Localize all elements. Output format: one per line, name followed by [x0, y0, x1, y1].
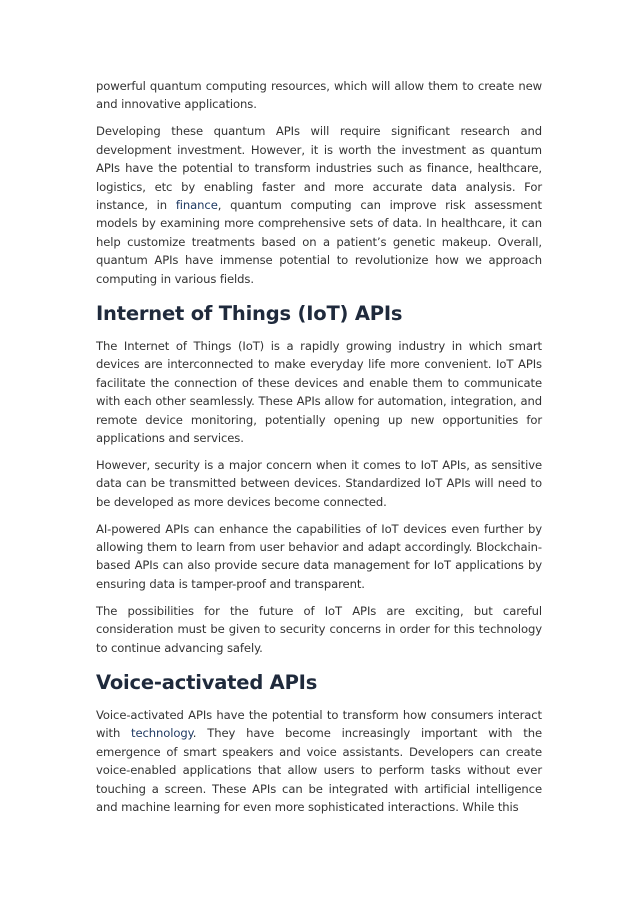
heading-voice-apis: Voice-activated APIs [96, 670, 318, 694]
paragraph-text: Developing these quantum APIs will require significant research and development investment. However, it is worth the investment as quantum APIs have the potential to transform industries such as finance, healthcare, logistics, etc by enabling faster and more accurate data analysis. For instance, in [96, 124, 542, 212]
paragraph-iot-ai-blockchain: AI-powered APIs can enhance the capabilities of IoT devices even further by allowing them to learn from user behavior and adapt accordingly. Blockchain-based APIs can also provide secure data management for IoT applications by ensuring data is tamper-proof and transparent. [96, 521, 542, 591]
technology-link[interactable]: technology [131, 726, 193, 741]
document-page [96, 77, 542, 825]
paragraph-text: Voice-activated APIs have the potential to transform how consumers interact with [96, 707, 542, 741]
paragraph-iot-security: However, security is a major concern when it comes to IoT APIs, as sensitive data can be transmitted between devices. Standardized IoT APIs will need to be developed as more devices become connected. [96, 457, 542, 509]
paragraph-text: , quantum computing can improve risk assessment models by examining more comprehensive sets of data. In healthcare, it can help customize treatments based on a patient’s genetic makeup. Overall, quantum APIs have immense potential to revolutionize how we approach computing in various fields. [96, 197, 542, 286]
paragraph-quantum-investment [96, 122, 542, 288]
heading-iot-apis: Internet of Things (IoT) APIs [96, 301, 403, 325]
paragraph-iot-intro: The Internet of Things (IoT) is a rapidly growing industry in which smart devices are interconnected to make everyday life more convenient. IoT APIs facilitate the connection of these devices and enable them to communicate with each other seamlessly. These APIs allow for automation, integration, and remote device monitoring, potentially opening up new opportunities for applications and services. [96, 338, 542, 445]
paragraph-iot-future: The possibilities for the future of IoT APIs are exciting, but careful consideration must be given to security concerns in order for this technology to continue advancing safely. [96, 603, 542, 655]
paragraph-voice-intro [96, 706, 542, 816]
finance-link[interactable]: finance [175, 197, 218, 212]
paragraph-quantum-intro: powerful quantum computing resources, which will allow them to create new and innovative applications. [96, 79, 542, 112]
paragraph-text: . They have become increasingly important with the emergence of smart speakers and voice assistants. Developers can create voice-enabled applications that allow users to perform tasks without ever touching a screen. These APIs can be integrated with artificial intelligence and machine learning for even more sophisticated interactions. While this [96, 726, 542, 814]
